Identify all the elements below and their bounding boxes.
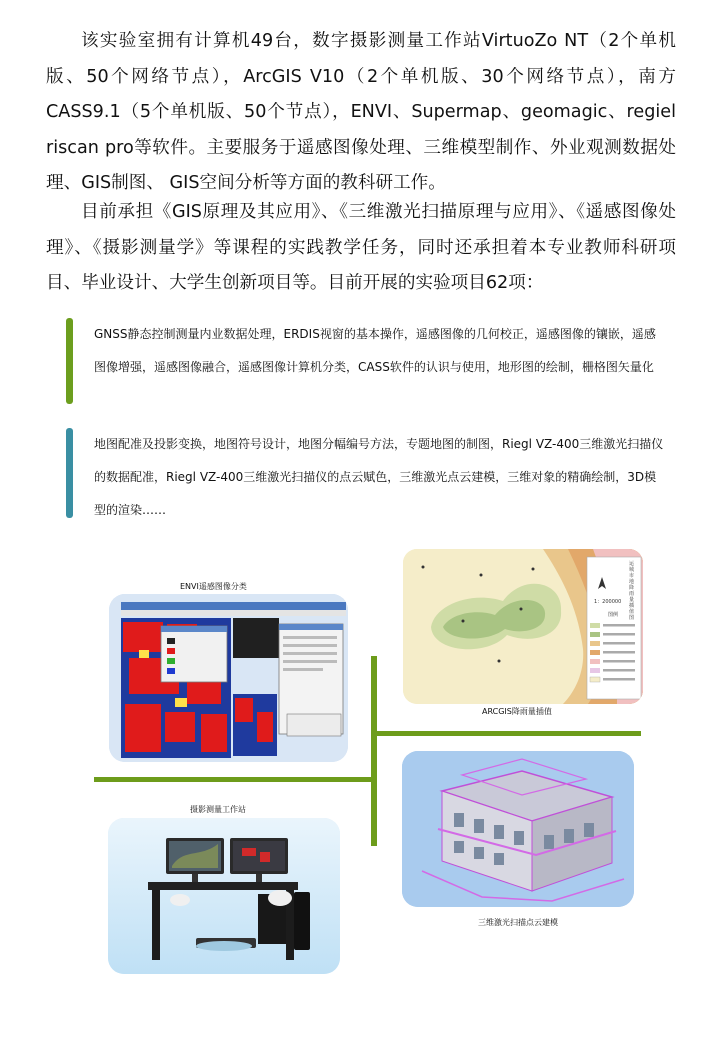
envi-caption: ENVI遥感图像分类 xyxy=(180,582,247,591)
arcgis-caption: ARCGIS降雨量插值 xyxy=(482,707,552,716)
map-scale: 1：200000 xyxy=(594,599,622,605)
project-list-1: GNSS静态控制测量内业数据处理，ERDIS视窗的基本操作，遥感图像的几何校正，遥感图像的镶嵌，遥感图像增强，遥感图像融合，遥感图像计算机分类，CASS软件的认识与使用，地形图的绘制，栅格图矢量化 xyxy=(94,327,656,374)
workstation-caption: 摄影测量工作站 xyxy=(190,805,246,814)
laser-caption: 三维激光扫描点云建模 xyxy=(478,918,558,927)
envi-screenshot xyxy=(109,594,348,762)
intro-paragraph-1: 该实验室拥有计算机49台，数字摄影测量工作站VirtuoZo NT（2个单机版、50个网络节点），ArcGIS V10（2个单机版、30个网络节点），南方CASS9.1（5个单机版、50个节点），ENVI、Supermap、geomagic、regiel riscan pro等软件。主要服务于遥感图像处理、三维模型制作、外业观测数据处理、GIS制图、 GIS空间分析等方面的教科研工作。 xyxy=(46,31,676,193)
arcgis-map-image xyxy=(403,549,643,704)
workstation-photo xyxy=(108,818,340,974)
connector-vertical xyxy=(371,656,377,846)
map-legend-title: 图例 xyxy=(608,612,619,618)
laser-model-image xyxy=(402,751,634,907)
callout-accent-bar xyxy=(66,428,73,518)
workstation-image xyxy=(108,818,340,974)
arcgis-interpolation-map xyxy=(403,549,643,704)
map-title: 运城市地降雨量插值图 xyxy=(629,561,635,621)
connector-left xyxy=(94,777,374,782)
intro-paragraph-2: 目前承担《GIS原理及其应用》、《三维激光扫描原理与应用》、《遥感图像处理》、《摄影测量学》等课程的实践教学任务，同时还承担着本专业教师科研项目、毕业设计、大学生创新项目等。目前开展的实验项目62项： xyxy=(46,202,676,293)
envi-image xyxy=(109,594,348,762)
connector-top-right xyxy=(371,731,641,736)
project-callout-2 xyxy=(66,428,666,518)
project-list-2: 地图配准及投影变换，地图符号设计，地图分幅编号方法，专题地图的制图，Riegl VZ-400三维激光扫描仪的数据配准，Riegl VZ-400三维激光扫描仪的点云赋色，三维激光点云建模，三维对象的精确绘制，3D模型的渲染…… xyxy=(94,437,664,517)
callout-accent-bar xyxy=(66,318,73,404)
laser-scan-model xyxy=(402,751,634,907)
project-callout-1 xyxy=(66,318,666,404)
